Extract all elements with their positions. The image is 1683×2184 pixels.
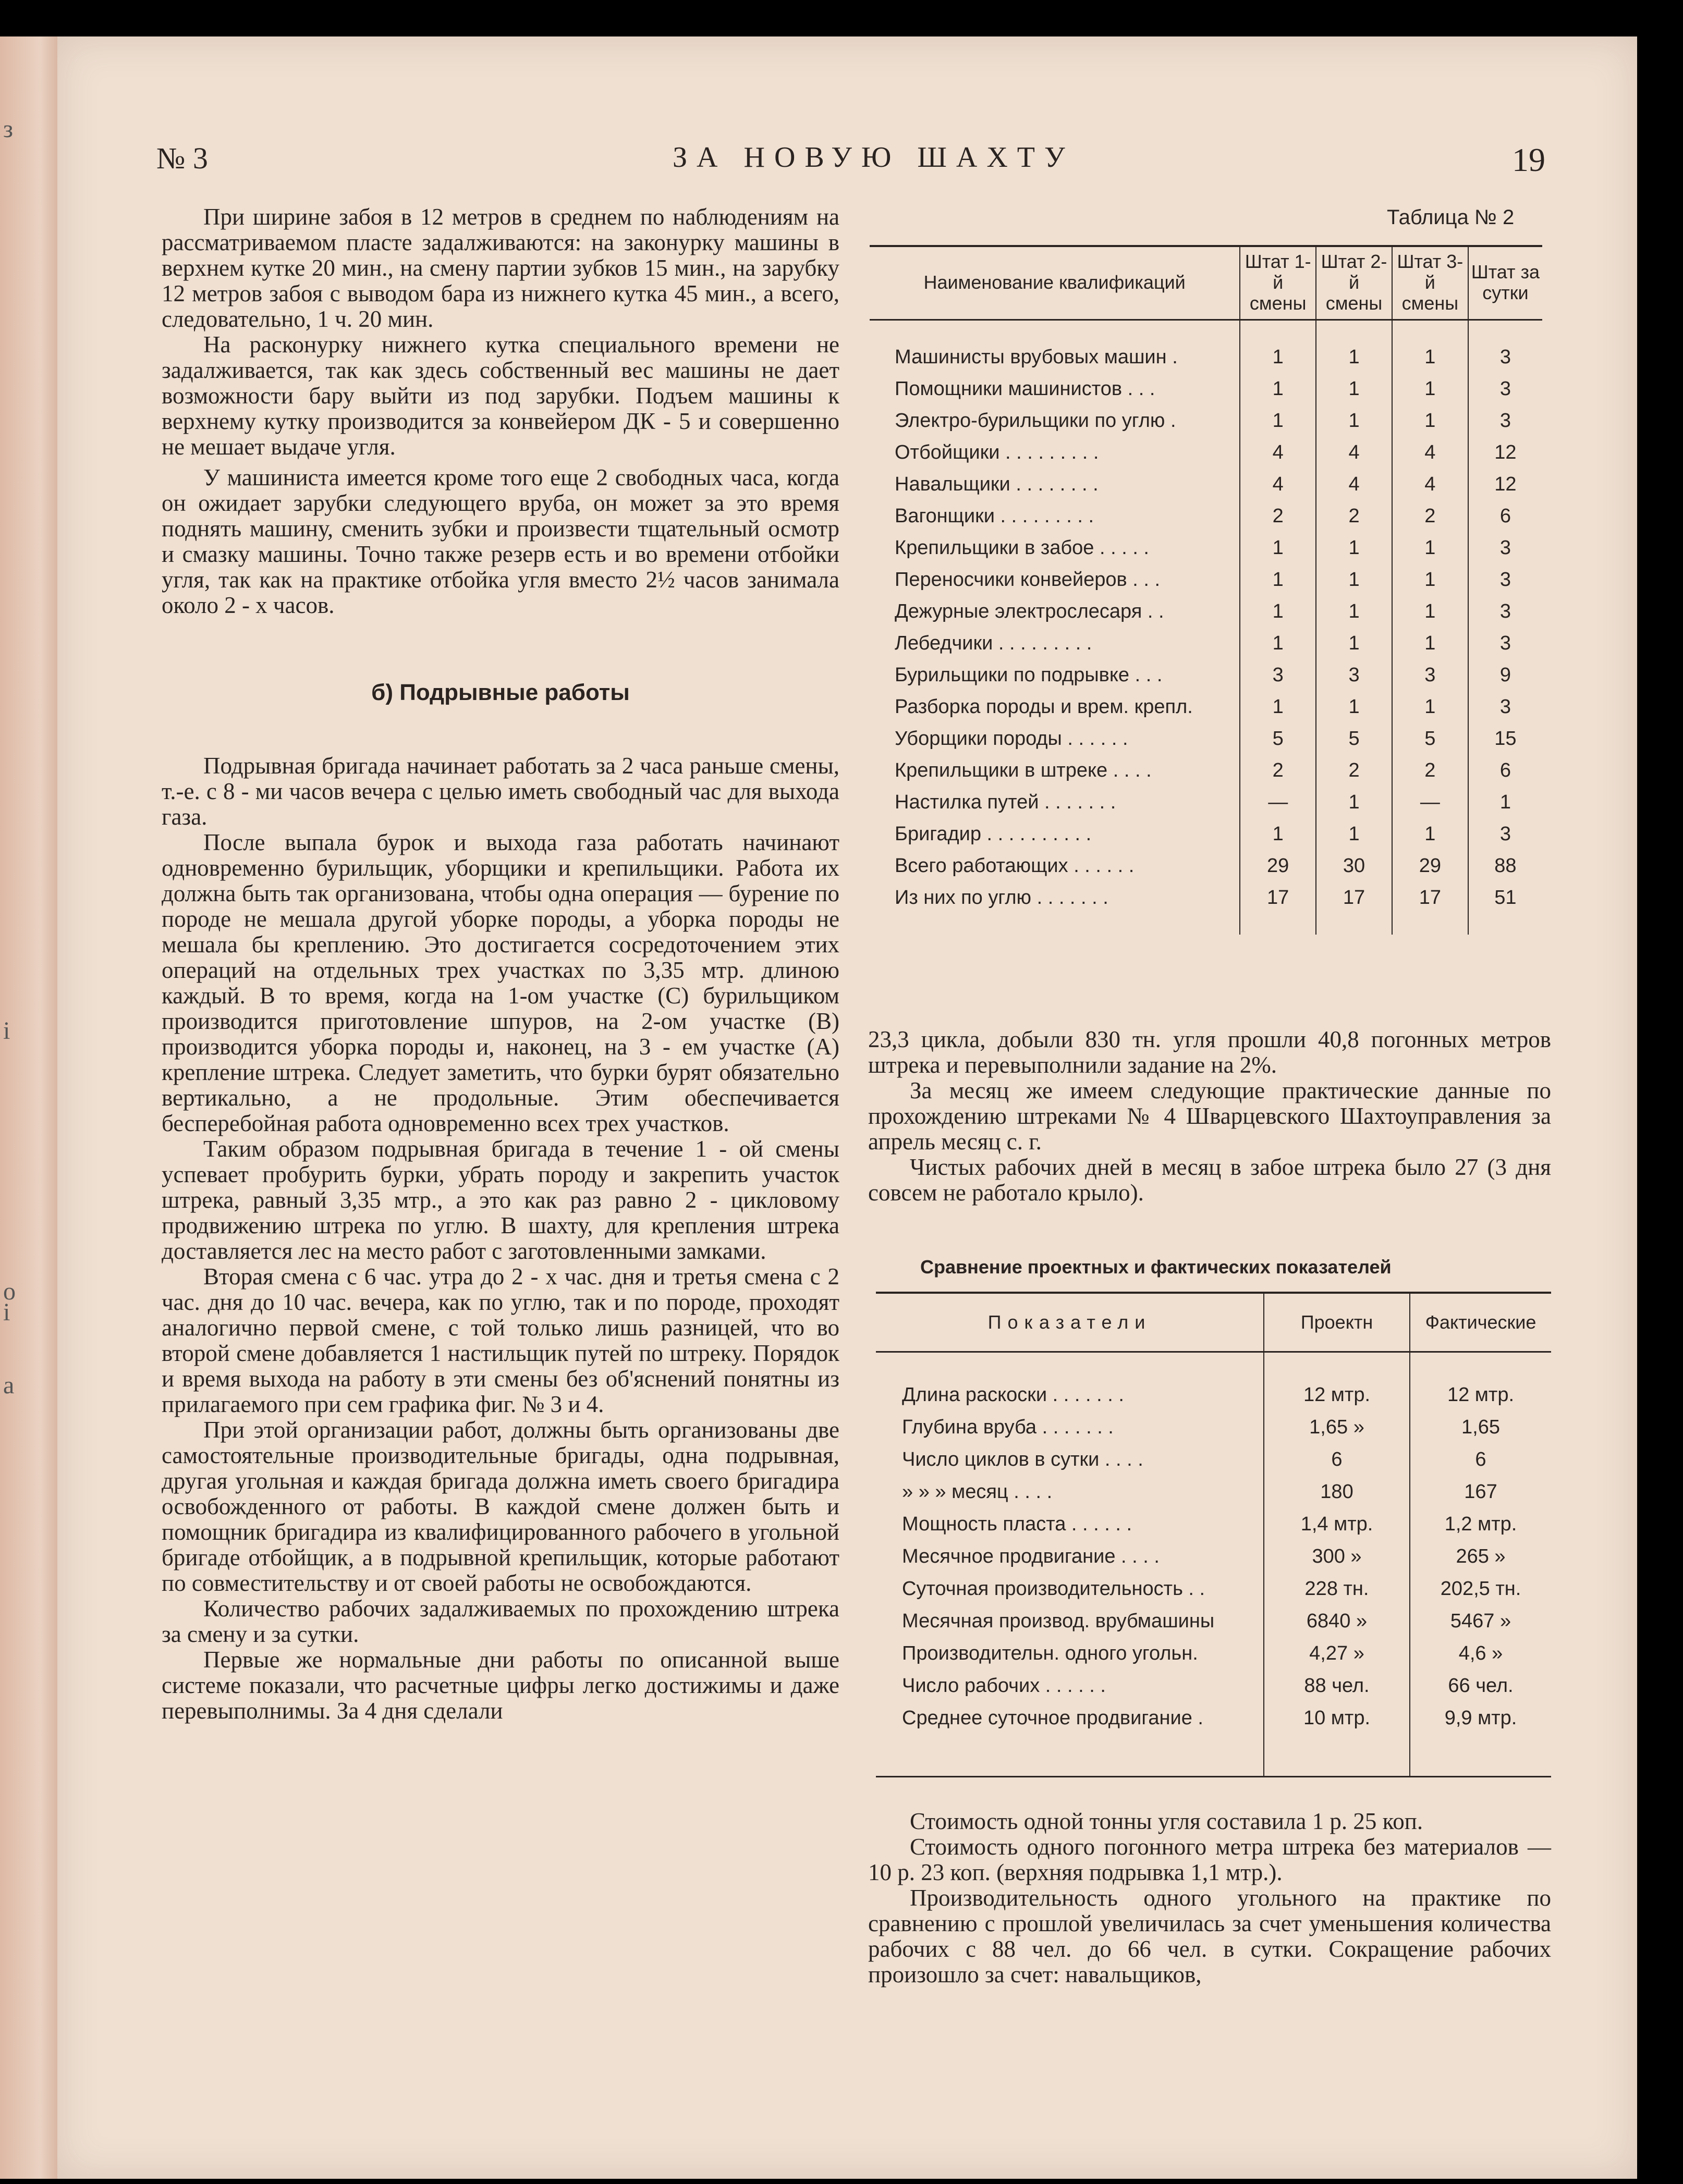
paragraph: Подрывная бригада начинает работать за 2 часа раньше смены, т.-е. с 8 - ми часов вечера с целью иметь свободный час для выхода газа. (162, 753, 839, 830)
right-column-bottom (868, 1809, 1551, 1987)
left-column (162, 204, 839, 1724)
table-row (870, 723, 1542, 755)
value-cell: 1,4 мтр. (1264, 1508, 1410, 1540)
row-label-cell: Мощность пласта . . . . . . (902, 1513, 1132, 1535)
paragraph: Стоимость одного погонного метра штрека без материалов — 10 р. 23 коп. (верхняя подрывка 1,1 мтр.). (868, 1834, 1551, 1885)
table-row (876, 1573, 1551, 1605)
paragraph: 23,3 цикла, добыли 830 тн. угля прошли 40,8 погонных метров штрека и перевыполнили задание на 2%. (868, 1026, 1551, 1078)
value-cell: 3 (1468, 373, 1542, 405)
value-cell: 2 (1392, 755, 1468, 787)
value-cell: 30 (1316, 850, 1392, 882)
value-cell: 1 (1316, 373, 1392, 405)
value-cell: 6 (1468, 500, 1542, 532)
value-cell: 12 (1468, 469, 1542, 500)
row-label-cell: Бригадир . . . . . . . . . . (895, 823, 1092, 845)
page-number: 19 (1512, 141, 1545, 178)
value-cell: 4 (1240, 437, 1316, 469)
value-cell: 6840 » (1264, 1605, 1410, 1637)
value-cell: 1 (1392, 818, 1468, 850)
value-cell: 265 » (1410, 1540, 1551, 1573)
value-cell: 1 (1240, 628, 1316, 659)
value-cell: 1 (1392, 564, 1468, 596)
strip-mark: о (3, 1278, 16, 1305)
value-cell: 9 (1468, 659, 1542, 691)
value-cell: 4,6 » (1410, 1637, 1551, 1670)
table-row (870, 320, 1542, 374)
table2-caption: Таблица № 2 (1387, 206, 1515, 229)
value-cell: 3 (1468, 405, 1542, 437)
row-label-cell: Дежурные электрослесаря . . (895, 600, 1164, 622)
table-row (870, 659, 1542, 691)
value-cell: 3 (1468, 818, 1542, 850)
table-row (870, 818, 1542, 850)
row-label-cell: Электро-бурильщики по углю . (895, 410, 1176, 432)
value-cell: 12 мтр. (1264, 1352, 1410, 1412)
row-label-cell: Месячная производ. врубмашины (902, 1610, 1215, 1632)
column-header: Фактические (1410, 1293, 1551, 1352)
value-cell: 4,27 » (1264, 1637, 1410, 1670)
column-header: Проектн (1264, 1293, 1410, 1352)
value-cell: 17 (1240, 882, 1316, 935)
table-row (870, 691, 1542, 723)
table-row (870, 787, 1542, 818)
value-cell: 5 (1316, 723, 1392, 755)
paragraph: После выпала бурок и выхода газа работать начинают одновременно бурильщик, уборщики и крепильщики. Работа их должна быть так организована, чтобы одна операция — бурение по породе не мешала другой уборке породы, а уборка породы не мешала бы креплению. Это достигается сосредоточением этих операций на отдельных трех участках по 3,35 мтр. длиною каждый. В то время, когда на 1-ом участке (С) бурильщиком производится приготовление шпуров, на 2-ом участке (В) производится уборка породы и, наконец, на 3 - ем участке (А) крепление штрека. Следует заметить, что бурки бурят обязательно вертикально, а не продольные. Этим обеспечивается бесперебойная работа одновременно всех трех участков. (162, 829, 839, 1136)
strip-mark: і (3, 1017, 10, 1045)
comparison-table-body (876, 1352, 1551, 1777)
table-row (876, 1702, 1551, 1777)
table-row (870, 564, 1542, 596)
row-label-cell: Всего работающих . . . . . . (895, 855, 1135, 877)
value-cell: 1 (1316, 628, 1392, 659)
issue-number: № 3 (156, 141, 208, 175)
row-label-cell: Помощники машинистов . . . (895, 378, 1155, 400)
table-row (870, 755, 1542, 787)
column-header: Штат 3-й смены (1392, 246, 1468, 320)
value-cell: 1 (1240, 564, 1316, 596)
table-row (876, 1476, 1551, 1508)
value-cell: 1 (1392, 405, 1468, 437)
row-label-cell: Настилка путей . . . . . . . (895, 791, 1116, 813)
paragraph: У машиниста имеется кроме того еще 2 свободных часа, когда он ожидает зарубки следующего вруба, он может за это время поднять машину, сменить зубки и произвести тщательный осмотр и смазку машины. Точно также резерв есть и во времени отбойки угля, так как на практике отбойка угля вместо 2½ часов занимала около 2 - х часов. (162, 464, 839, 618)
paragraph: Производительность одного угольного на практике по сравнению с прошлой увеличилась за счет уменьшения количества рабочих с 88 чел. до 66 чел. в сутки. Сокращение рабочих произошло за счет: навальщиков, (868, 1885, 1551, 1987)
value-cell: 1 (1240, 596, 1316, 628)
row-label-cell: Навальщики . . . . . . . . (895, 473, 1099, 495)
value-cell: 1,65 (1410, 1411, 1551, 1443)
value-cell: 12 мтр. (1410, 1352, 1551, 1412)
row-label-cell: Крепильщики в штреке . . . . (895, 759, 1152, 781)
table-row (876, 1508, 1551, 1540)
right-column-middle (868, 1027, 1551, 1206)
value-cell: 167 (1410, 1476, 1551, 1508)
value-cell: 1 (1316, 532, 1392, 564)
value-cell: 1 (1468, 787, 1542, 818)
column-header: Штат 1-й смены (1240, 246, 1316, 320)
row-label-cell: Машинисты врубовых машин . (895, 346, 1178, 368)
row-label-cell: Суточная производительность . . (902, 1577, 1205, 1600)
row-label-cell: » » » месяц . . . . (902, 1480, 1053, 1503)
row-label-cell: Уборщики породы . . . . . . (895, 728, 1128, 750)
row-label-cell: Лебедчики . . . . . . . . . (895, 632, 1092, 654)
value-cell: 10 мтр. (1264, 1702, 1410, 1777)
table-header-row (870, 246, 1542, 320)
value-cell: 1 (1240, 691, 1316, 723)
table3-caption: Сравнение проектных и фактических показателей (920, 1256, 1392, 1278)
value-cell: 17 (1316, 882, 1392, 935)
table-row (870, 882, 1542, 935)
value-cell: 4 (1392, 437, 1468, 469)
paragraph: На расконурку нижнего кутка специального времени не задалживается, так как здесь собственный вес машины не дает возможности бару выйти из под зарубки. Подъем машины к верхнему кутку производится за конвейером ДК - 5 и совершенно не мешает выдаче угля. (162, 332, 839, 460)
value-cell: 3 (1468, 564, 1542, 596)
value-cell: 1,2 мтр. (1410, 1508, 1551, 1540)
journal-title: ЗА НОВУЮ ШАХТУ (673, 141, 1075, 174)
value-cell: 300 » (1264, 1540, 1410, 1573)
value-cell: 5 (1240, 723, 1316, 755)
value-cell: 202,5 тн. (1410, 1573, 1551, 1605)
table-row (870, 850, 1542, 882)
value-cell: 1 (1316, 818, 1392, 850)
value-cell: 29 (1392, 850, 1468, 882)
value-cell: 2 (1240, 755, 1316, 787)
table-row (876, 1637, 1551, 1670)
paragraph: При этой организации работ, должны быть организованы две самостоятельные производительные бригады, одна подрывная, другая угольная и каждая бригада должна иметь своего бригадира освобожденного от работы. В каждой смене должен быть и помощник бригадира из квалифицированного рабочего в угольной бригаде отбойщик, а в подрывной крепильщик, которые работают по совместительству и от своей работы не освобождаются. (162, 1417, 839, 1596)
row-label-cell: Вагонщики . . . . . . . . . (895, 505, 1094, 527)
value-cell: 3 (1316, 659, 1392, 691)
table-row (870, 596, 1542, 628)
value-cell: 1 (1240, 818, 1316, 850)
value-cell: 66 чел. (1410, 1670, 1551, 1702)
table-row (876, 1411, 1551, 1443)
value-cell: 5 (1392, 723, 1468, 755)
value-cell: 1 (1392, 373, 1468, 405)
table-row (876, 1540, 1551, 1573)
staff-table-body (870, 320, 1542, 935)
value-cell: 1 (1240, 532, 1316, 564)
table-row (876, 1352, 1551, 1412)
value-cell: 2 (1240, 500, 1316, 532)
value-cell: 1 (1316, 320, 1392, 374)
strip-mark: а (3, 1371, 15, 1399)
value-cell: 1 (1392, 532, 1468, 564)
value-cell: 2 (1392, 500, 1468, 532)
value-cell: 4 (1392, 469, 1468, 500)
paragraph: Стоимость одной тонны угля составила 1 р. 25 коп. (910, 1808, 1423, 1834)
table-row (870, 405, 1542, 437)
row-label-cell: Глубина вруба . . . . . . . (902, 1416, 1114, 1438)
value-cell: 1 (1240, 373, 1316, 405)
table-row (870, 373, 1542, 405)
row-label-cell: Крепильщики в забое . . . . . (895, 537, 1149, 559)
value-cell: 1 (1392, 628, 1468, 659)
row-label-cell: Месячное продвигание . . . . (902, 1545, 1160, 1567)
value-cell: 1 (1240, 405, 1316, 437)
paragraph: Таким образом подрывная бригада в течение 1 - ой смены успевает пробурить бурки, убрать породу и закрепить участок штрека, равный 3,35 мтр., а это как раз равно 2 - цикловому продвижению штрека по углю. В шахту, для крепления штрека доставляется лес на место работ с заготовленными замками. (162, 1136, 839, 1264)
paragraph: За месяц же имеем следующие практические данные по прохождению штреками № 4 Шварцевского Шахтоуправления за апрель месяц с. г. (868, 1077, 1551, 1155)
row-label-cell: Число рабочих . . . . . . (902, 1674, 1106, 1697)
comparison-table (876, 1292, 1551, 1777)
row-label-cell: Среднее суточное продвигание . (876, 1702, 1264, 1777)
value-cell: 6 (1410, 1443, 1551, 1476)
value-cell: 1 (1392, 596, 1468, 628)
value-cell: 1 (1316, 787, 1392, 818)
row-label-cell: Переносчики конвейеров . . . (895, 569, 1161, 591)
value-cell: 4 (1316, 437, 1392, 469)
staff-table (870, 245, 1542, 935)
value-cell: 1,65 » (1264, 1411, 1410, 1443)
row-label-cell: Длина раскоски . . . . . . . (902, 1383, 1124, 1406)
value-cell: 1 (1316, 691, 1392, 723)
value-cell: — (1392, 787, 1468, 818)
table-row (870, 628, 1542, 659)
table-row (870, 500, 1542, 532)
row-label-cell: Бурильщики по подрывке . . . (895, 664, 1163, 686)
column-header: Показатели (876, 1293, 1264, 1352)
value-cell: 3 (1392, 659, 1468, 691)
value-cell: 88 (1468, 850, 1542, 882)
value-cell: 9,9 мтр. (1410, 1702, 1551, 1777)
value-cell: 17 (1392, 882, 1468, 935)
value-cell: 1 (1240, 320, 1316, 374)
value-cell: 3 (1468, 628, 1542, 659)
value-cell: 3 (1240, 659, 1316, 691)
value-cell: 4 (1240, 469, 1316, 500)
strip-mark: і (3, 1298, 10, 1326)
paragraph: Вторая смена с 6 час. утра до 2 - х час. дня и третья смена с 2 час. дня до 10 час. вечера, как по углю, так и по породе, проходят аналогично первой смене, с той только лишь разницей, что во второй смене добавляется 1 настильщик путей по штреку. Порядок и время выхода на работу в эти смены без об'яснений понятны из прилагаемого при сем графика фиг. № 3 и 4. (162, 1263, 839, 1417)
value-cell: 1 (1316, 596, 1392, 628)
value-cell: 2 (1316, 500, 1392, 532)
table-row (876, 1670, 1551, 1702)
column-header: Штат 2-й смены (1316, 246, 1392, 320)
table-row (876, 1443, 1551, 1476)
paragraph: При ширине забоя в 12 метров в среднем по наблюдениям на рассматриваемом пласте задалживаются: на законурку машины в верхнем кутке 20 мин., на смену партии зубков 15 мин., на зарубку 12 метров забоя с выводом бара из нижнего кутка 45 мин., а всего, следовательно, 1 ч. 20 мин. (162, 204, 839, 332)
value-cell: 3 (1468, 532, 1542, 564)
value-cell: 1 (1316, 564, 1392, 596)
table-header-row (876, 1293, 1551, 1352)
value-cell: 51 (1468, 882, 1542, 935)
value-cell: 4 (1316, 469, 1392, 500)
strip-mark: з (3, 115, 13, 143)
value-cell: 88 чел. (1264, 1670, 1410, 1702)
value-cell: 2 (1316, 755, 1392, 787)
value-cell: 1 (1316, 405, 1392, 437)
row-label-cell: Число циклов в сутки . . . . (902, 1448, 1143, 1470)
value-cell: 3 (1468, 596, 1542, 628)
value-cell: 228 тн. (1264, 1573, 1410, 1605)
paragraph: Первые же нормальные дни работы по описанной выше системе показали, что расчетные цифры легко достижимы и даже перевыполнимы. За 4 дня сделали (162, 1647, 839, 1724)
value-cell: 29 (1240, 850, 1316, 882)
table-row (870, 469, 1542, 500)
value-cell: 12 (1468, 437, 1542, 469)
value-cell: 180 (1264, 1476, 1410, 1508)
value-cell: 6 (1264, 1443, 1410, 1476)
table-row (870, 437, 1542, 469)
row-label-cell: Разборка породы и врем. крепл. (895, 696, 1193, 718)
value-cell: 3 (1468, 320, 1542, 374)
paragraph: Чистых рабочих дней в месяц в забое штрека было 27 (3 дня совсем не работало крыло). (868, 1154, 1551, 1206)
value-cell: 1 (1392, 691, 1468, 723)
value-cell: 5467 » (1410, 1605, 1551, 1637)
section-heading: б) Подрывные работы (371, 680, 630, 705)
row-label-cell: Производительн. одного угольн. (902, 1642, 1198, 1664)
value-cell: 15 (1468, 723, 1542, 755)
value-cell: 3 (1468, 691, 1542, 723)
value-cell: 6 (1468, 755, 1542, 787)
paragraph: Количество рабочих задалживаемых по прохождению штрека за смену и за сутки. (162, 1596, 839, 1647)
value-cell: 1 (1392, 320, 1468, 374)
value-cell: — (1240, 787, 1316, 818)
table-row (876, 1605, 1551, 1637)
table-row (870, 532, 1542, 564)
row-label-cell: Отбойщики . . . . . . . . . (895, 441, 1099, 463)
row-label-cell: Из них по углю . . . . . . . (895, 887, 1108, 909)
adjacent-page-strip (0, 36, 57, 2179)
column-header: Штат за сутки (1468, 246, 1542, 320)
column-header: Наименование квалификаций (870, 246, 1240, 320)
